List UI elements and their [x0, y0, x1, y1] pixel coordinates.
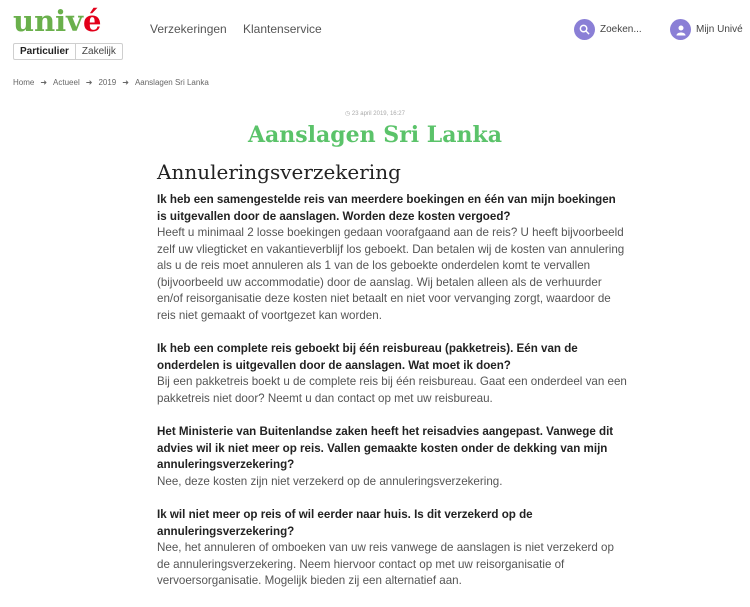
arrow-right-icon: ➜	[122, 78, 129, 87]
article-content	[157, 160, 627, 607]
faq-question: Ik heb een samengestelde reis van meerdere boekingen en één van mijn boekingen is uitgevallen door de aanslagen. Worden deze kosten vergoed?	[157, 193, 616, 223]
breadcrumb-home[interactable]: Home	[13, 78, 35, 87]
account-label: Mijn Univé	[696, 24, 743, 35]
breadcrumb	[13, 78, 209, 87]
user-icon	[670, 19, 691, 40]
faq-item	[157, 424, 627, 490]
search-label: Zoeken...	[600, 24, 642, 35]
search-button[interactable]	[574, 19, 642, 40]
faq-answer: Bij een pakketreis boekt u de complete reis bij één reisbureau. Gaat een onderdeel van een pakketreis niet door? Neemt u dan contact op met uw reisbureau.	[157, 375, 627, 405]
nav-verzekeringen[interactable]: Verzekeringen	[150, 22, 227, 36]
faq-question: Het Ministerie van Buitenlandse zaken heeft het reisadvies aangepast. Vanwege dit advies wil ik niet meer op reis. Vallen gemaakte kosten onder de dekking van mijn annuleringsverzekering?	[157, 425, 614, 471]
faq-answer: Nee, het annuleren of omboeken van uw reis vanwege de aanslagen is niet verzekerd op de annuleringsverzekering. Neem hiervoor contact op met uw reisorganisatie of vervoersorganisatie. Mogelijk bieden zij een alternatief aan.	[157, 541, 614, 587]
faq-question: Ik heb een complete reis geboekt bij één reisbureau (pakketreis). Eén van de onderdelen is uitgevallen door de aanslagen. Wat moet ik doen?	[157, 342, 578, 372]
segment-zakelijk[interactable]: Zakelijk	[81, 46, 116, 57]
faq-question: Ik wil niet meer op reis of wil eerder naar huis. Is dit verzekerd op de annuleringsverzekering?	[157, 508, 533, 538]
account-button[interactable]	[670, 19, 743, 40]
logo-accent: é	[83, 4, 102, 38]
faq-item	[157, 507, 627, 590]
publish-date	[0, 110, 750, 117]
nav-klantenservice[interactable]: Klantenservice	[243, 22, 322, 36]
faq-item	[157, 341, 627, 407]
segment-switch	[13, 43, 123, 60]
breadcrumb-2019[interactable]: 2019	[98, 78, 117, 87]
faq-answer: Heeft u minimaal 2 losse boekingen gedaan voorafgaand aan de reis? U heeft bijvoorbeeld zelf uw vliegticket en vakantieverblijf los geboekt. Dan betalen wij de kosten van annulering als u de reis moet annuleren als 1 van de los geboekte onderdelen komt te vervallen (bijvoorbeeld uw accommodatie) door de aanslag. Wij betalen alleen als de verhuurder en/of reisorganisatie deze kosten niet betaalt en niet voor vervanging zorgt, waardoor de reis niet gemaakt of voortgezet kan worden.	[157, 226, 625, 322]
date-text: 23 april 2019, 16:27	[351, 111, 405, 117]
faq-item	[157, 192, 627, 324]
breadcrumb-current: Aanslagen Sri Lanka	[134, 78, 209, 87]
unive-logo[interactable]	[13, 4, 102, 38]
breadcrumb-actueel[interactable]: Actueel	[53, 78, 80, 87]
faq-answer: Nee, deze kosten zijn niet verzekerd op de annuleringsverzekering.	[157, 474, 503, 488]
clock-icon: ◷	[345, 111, 352, 117]
arrow-right-icon: ➜	[40, 78, 48, 87]
search-icon	[574, 19, 595, 40]
section-heading: Annuleringsverzekering	[157, 160, 401, 184]
logo-text: univ	[13, 4, 84, 38]
page-title: Aanslagen Sri Lanka	[247, 122, 503, 148]
arrow-right-icon: ➜	[85, 78, 93, 87]
segment-particulier[interactable]: Particulier	[14, 44, 76, 59]
